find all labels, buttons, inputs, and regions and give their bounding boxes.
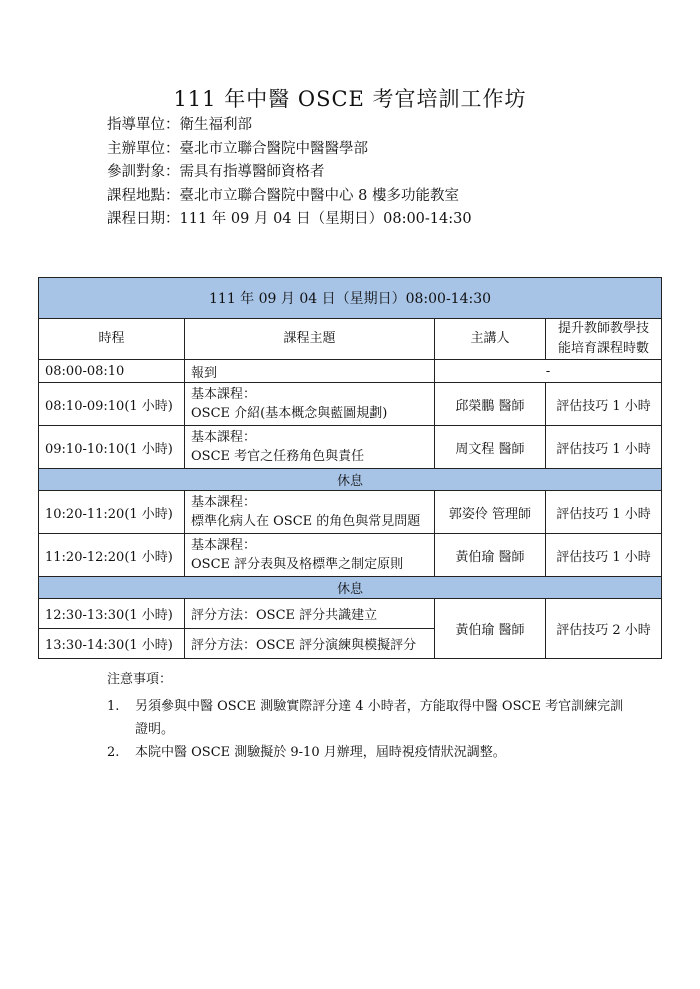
table-row: [39, 383, 662, 426]
row-topic: 評分方法：OSCE 評分共識建立: [185, 599, 435, 629]
info-label: 主辦單位：: [107, 140, 180, 157]
row-time: 10:20-11:20(1 小時): [39, 491, 185, 534]
info-row-supervisor: [107, 114, 472, 138]
row-topic: 評分方法：OSCE 評分演練與模擬評分: [185, 629, 435, 659]
row-topic: [185, 491, 435, 534]
info-label: 課程地點：: [107, 187, 180, 204]
row-time: 08:00-08:10: [39, 360, 185, 383]
table-row: [39, 360, 662, 383]
header-hours-line2: 能培育課程時數: [558, 341, 650, 356]
break-row: [39, 469, 662, 491]
info-value: 臺北市立聯合醫院中醫醫學部: [179, 140, 368, 157]
course-info: [107, 114, 472, 232]
info-row-participants: [107, 161, 472, 185]
notes-heading: 注意事項：: [107, 672, 173, 687]
table-banner: 111 年 09 月 04 日（星期日）08:00-14:30: [39, 278, 662, 319]
table-row: [39, 534, 662, 577]
row-time: 13:30-14:30(1 小時): [39, 629, 185, 659]
break-label: 休息: [39, 577, 662, 599]
row-topic: 報到: [185, 360, 435, 383]
row-hours: 評估技巧 2 小時: [546, 599, 662, 659]
schedule-table: [38, 277, 662, 659]
note-item: [107, 741, 625, 764]
header-speaker: 主講人: [435, 319, 546, 360]
topic-line1: 基本課程：: [191, 495, 257, 510]
row-hours: 評估技巧 1 小時: [546, 383, 662, 426]
info-value: 111 年 09 月 04 日（星期日）08:00-14:30: [179, 211, 472, 227]
topic-line2: 標準化病人在 OSCE 的角色與常見問題: [191, 514, 421, 529]
row-time: 08:10-09:10(1 小時): [39, 383, 185, 426]
header-time: 時程: [39, 319, 185, 360]
note-number: 1.: [107, 699, 120, 714]
info-value: 衛生福利部: [179, 117, 252, 133]
row-speaker: 黃伯瑜 醫師: [435, 599, 546, 659]
note-text: 另須參與中醫 OSCE 測驗實際評分達 4 小時者，方能取得中醫 OSCE 考官訓練完訓證明。: [135, 699, 624, 737]
row-time: 09:10-10:10(1 小時): [39, 426, 185, 469]
row-time: 12:30-13:30(1 小時): [39, 599, 185, 629]
table-header-row: [39, 319, 662, 360]
header-hours: [546, 319, 662, 360]
note-item: [107, 695, 625, 741]
info-row-organizer: [107, 138, 472, 162]
info-label: 參訓對象：: [107, 164, 180, 180]
row-hours: 評估技巧 1 小時: [546, 491, 662, 534]
info-label: 課程日期：: [107, 211, 180, 227]
info-value: 臺北市立聯合醫院中醫中心 8 樓多功能教室: [179, 187, 459, 204]
row-topic: [185, 383, 435, 426]
row-time: 11:20-12:20(1 小時): [39, 534, 185, 577]
info-row-date: [107, 208, 472, 232]
row-speaker: 郭姿伶 管理師: [435, 491, 546, 534]
note-number: 2.: [107, 745, 120, 760]
notes-section: [107, 668, 625, 764]
info-row-location: [107, 185, 472, 209]
header-hours-line1: 提升教師教學技: [558, 321, 650, 336]
page-title: 111 年中醫 OSCE 考官培訓工作坊: [173, 87, 527, 111]
info-label: 指導單位：: [107, 117, 180, 133]
row-hours: 評估技巧 1 小時: [546, 534, 662, 577]
topic-line2: OSCE 介紹(基本概念與藍圖規劃): [191, 406, 388, 421]
table-row: [39, 426, 662, 469]
break-label: 休息: [39, 469, 662, 491]
header-topic: 課程主題: [185, 319, 435, 360]
topic-line1: 基本課程：: [191, 430, 257, 445]
topic-line1: 基本課程：: [191, 538, 257, 553]
break-row: [39, 577, 662, 599]
table-banner-row: [39, 278, 662, 319]
row-topic: [185, 426, 435, 469]
row-hours: 評估技巧 1 小時: [546, 426, 662, 469]
topic-line2: OSCE 評分表與及格標準之制定原則: [191, 557, 404, 572]
table-row: [39, 491, 662, 534]
row-extra: -: [435, 360, 662, 383]
info-value: 需具有指導醫師資格者: [179, 164, 325, 180]
row-speaker: 周文程 醫師: [435, 426, 546, 469]
topic-line2: OSCE 考官之任務角色與責任: [191, 449, 365, 464]
topic-line1: 基本課程：: [191, 387, 257, 402]
row-topic: [185, 534, 435, 577]
table-row: [39, 599, 662, 629]
note-text: 本院中醫 OSCE 測驗擬於 9-10 月辦理，屆時視疫情狀況調整。: [135, 745, 506, 760]
row-speaker: 黃伯瑜 醫師: [435, 534, 546, 577]
row-speaker: 邱榮鵬 醫師: [435, 383, 546, 426]
